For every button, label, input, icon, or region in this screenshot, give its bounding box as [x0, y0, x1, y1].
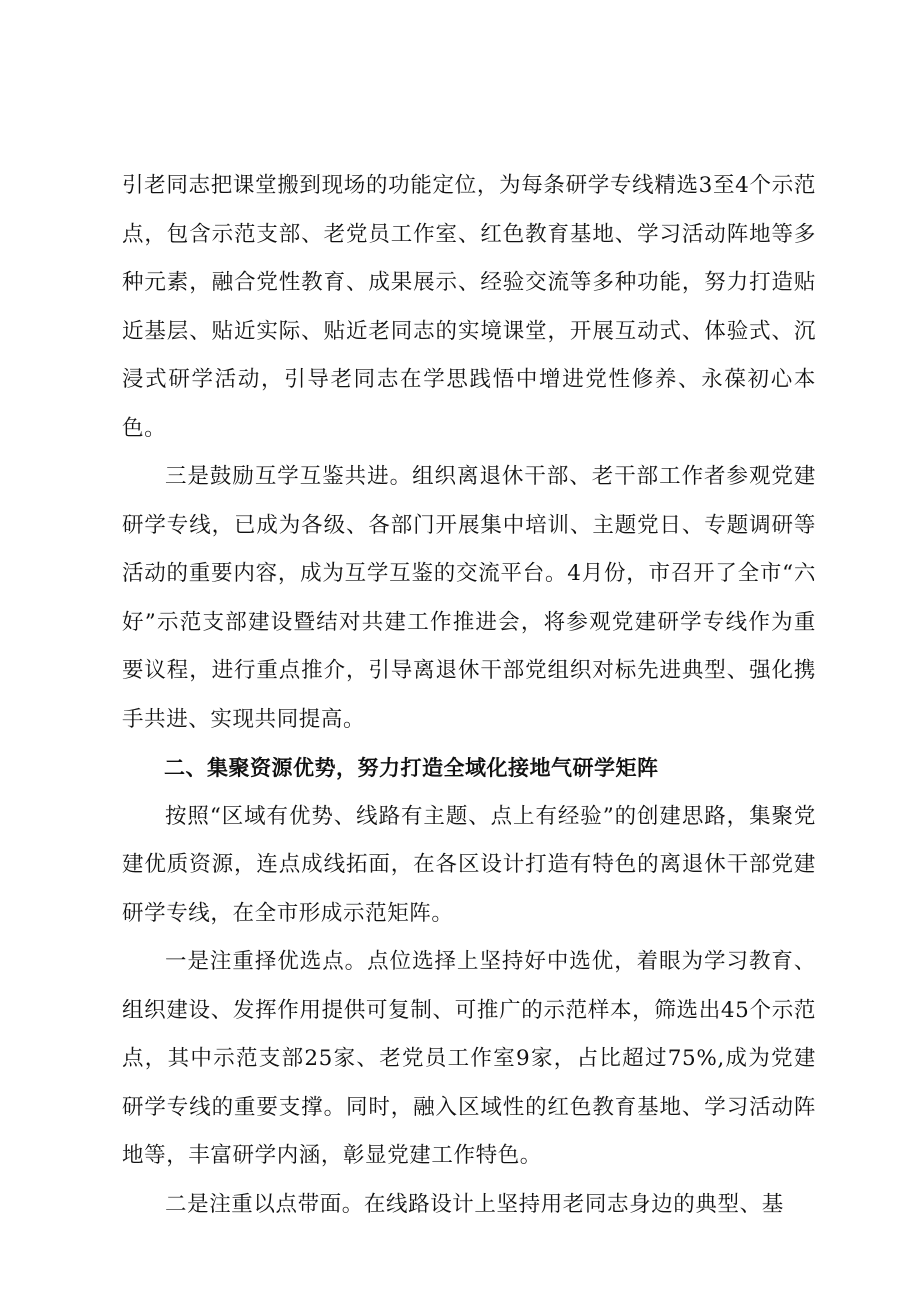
paragraph-mutual-learning: 三是鼓励互学互鉴共进。组织离退休干部、老干部工作者参观党建研学专线，已成为各级、各部门开展集中培训、主题党日、专题调研等活动的重要内容，成为互学互鉴的交流平台。4月份，市召开了全市“六好”示范支部建设暨结对共建工作推进会，将参观党建研学专线作为重要议程，进行重点推介，引导离退休干部党组织对标先进典型、强化携手共进、实现共同提高。	[122, 464, 816, 732]
paragraph-section-intro: 按照“区域有优势、线路有主题、点上有经验”的创建思路，集聚党建优质资源，连点成线拓面，在各区设计打造有特色的离退休干部党建研学专线，在全市形成示范矩阵。	[122, 803, 816, 926]
paragraph-site-selection: 一是注重择优选点。点位选择上坚持好中选优，着眼为学习教育、组织建设、发挥作用提供可复制、可推广的示范样本，筛选出45个示范点，其中示范支部25家、老党员工作室9家，占比超过75%,成为党建研学专线的重要支撑。同时，融入区域性的红色教育基地、学习活动阵地等，丰富研学内涵，彰显党建工作特色。	[122, 949, 816, 1168]
document-body	[122, 162, 816, 1229]
section-heading: 二、集聚资源优势，努力打造全域化接地气研学矩阵	[164, 756, 659, 780]
paragraph-continuation: 引老同志把课堂搬到现场的功能定位，为每条研学专线精选3至4个示范点，包含示范支部、老党员工作室、红色教育基地、学习活动阵地等多种元素，融合党性教育、成果展示、经验交流等多种功能，努力打造贴近基层、贴近实际、贴近老同志的实境课堂，开展互动式、体验式、沉浸式研学活动，引导老同志在学思践悟中增进党性修养、永葆初心本色。	[122, 173, 816, 441]
paragraph-point-to-area: 二是注重以点带面。在线路设计上坚持用老同志身边的典型、基	[165, 1191, 784, 1217]
